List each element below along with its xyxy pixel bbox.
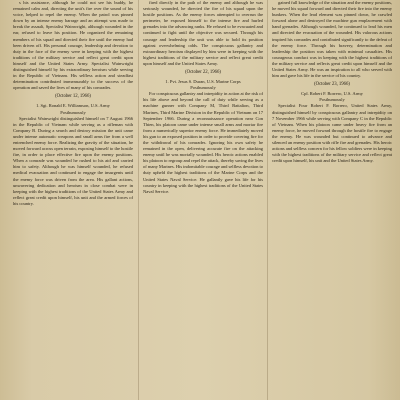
column-divider (138, 0, 139, 400)
column-2-citation-date: (October 22, 1966) (185, 70, 221, 76)
column-2-recipient-note: Posthumously (190, 85, 216, 91)
column-1-lead-paragraph: s his assistance, although he could not see his buddy, he remained calm and, directing the unit's fire over the sound of his voice, helped to repel the enemy. When the patrol was pinned down by an intense enemy barrage and an attempt was made to break the assault, Specialist Wainwright, although wounded in the ear, refused to leave his position. He organized the remaining members of his squad and directed their fire until the enemy had been driven off. His personal courage, leadership and devotion to duty in the face of the enemy were in keeping with the highest traditions of the military service and reflect great credit upon himself and the United States Army. Specialist Wainwright distinguished himself by his extraordinary heroism while serving in the Republic of Vietnam. His selfless action and steadfast determination contributed immeasurably to the success of the operation and saved the lives of many of his comrades. (13, 0, 133, 91)
column-3-lead-paragraph: gained full knowledge of the situation and the enemy positions, he moved his squad forward and directed their fire into the enemy bunkers. When the lead element was pinned down, he crawled forward alone and destroyed the machine gun emplacement with hand grenades. Although wounded, he continued to lead his men and directed the evacuation of the wounded. His valorous actions inspired his comrades and contributed significantly to the defeat of the enemy force. Through his bravery, determination and leadership the position was taken with minimal casualties. His courageous conduct was in keeping with the highest traditions of the military service and reflects great credit upon himself and the United States Army. He was an inspiration to all who served with him and gave his life in the service of his country. (272, 0, 392, 79)
column-3-recipient-note: Posthumously (319, 97, 345, 103)
column-divider (267, 0, 268, 400)
column-3-citation-body: Specialist Four Robert F. Borrero, United States Army, distinguished himself by conspicuous gallantry and intrepidity on 7 November 1966 while serving with Company C in the Republic of Vietnam. When his platoon came under heavy fire from an enemy force, he moved forward through the hostile fire to engage the enemy. He was wounded but continued to advance and silenced an enemy position with rifle fire and grenades. His heroic actions and selfless concern for his fellow soldiers were in keeping with the highest traditions of the military service and reflect great credit upon himself, his unit and the United States Army. (272, 103, 392, 164)
column-1-recipient-note: Posthumously (60, 109, 86, 115)
column-2 (143, 0, 263, 400)
column-3-citation-date: (October 23, 1966) (314, 82, 350, 88)
column-2-citation-body: For conspicuous gallantry and intrepidity in action at the risk of his life above and beyond the call of duty while serving as a machine gunner with Company M, Third Battalion, Third Marines, Third Marine Division in the Republic of Vietnam on 17 September 1966. During a reconnaissance operation near Con Thien, his platoon came under intense small arms and mortar fire from a numerically superior enemy force. He immediately moved his gun to an exposed position in order to provide covering fire for the withdrawal of his comrades. Ignoring his own safety he remained in the open, delivering accurate fire on the attacking enemy until he was mortally wounded. His heroic actions enabled his platoon to regroup and repel the attack, thereby saving the lives of many Marines. His indomitable courage and selfless devotion to duty upheld the highest traditions of the Marine Corps and the United States Naval Service. He gallantly gave his life for his country in keeping with the highest traditions of the United States Naval Service. (143, 91, 263, 194)
column-1-citation-date: (October 12, 1966) (55, 94, 91, 100)
column-1 (13, 0, 133, 400)
column-1-recipient-name: 1. Sgt. Ronald E. Williamson, U.S. Army (36, 103, 110, 109)
column-3-recipient-name: Cpl. Robert F. Borrero, U.S. Army (301, 91, 363, 97)
column-1-citation-body: Specialist Wainwright distinguished himself on 7 August 1966 in the Republic of Vietnam while serving as a rifleman with Company B. During a search and destroy mission the unit came under intense automatic weapons and small arms fire from a well entrenched enemy force. Realizing the gravity of the situation, he moved forward across open terrain, exposing himself to the hostile fire, in order to place effective fire upon the enemy positions. When a comrade was wounded he rushed to his aid and carried him to safety. Although he was himself wounded, he refused medical evacuation and continued to engage the insurgents until the enemy force was driven from the area. His gallant actions, unwavering dedication and heroism in close combat were in keeping with the highest traditions of the United States Army and reflect great credit upon himself, his unit and the armed forces of his country. (13, 115, 133, 206)
column-2-lead-paragraph: fired directly in the path of the enemy and although he was seriously wounded, he directed the fire of his squad upon the hostile positions. As the enemy forces attempted to overrun the perimeter, he exposed himself to the intense fire and hurled grenades into the advancing ranks. He refused to be evacuated and continued to fight until the objective was secured. Through his courage and leadership the unit was able to hold its position against overwhelming odds. The conspicuous gallantry and extraordinary heroism displayed by him were in keeping with the highest traditions of the military service and reflect great credit upon himself and the United States Army. (143, 0, 263, 66)
column-3 (272, 0, 392, 400)
column-2-recipient-name: 1. Pvt. Jesus S. Duran, U.S. Marine Corps (165, 79, 241, 85)
